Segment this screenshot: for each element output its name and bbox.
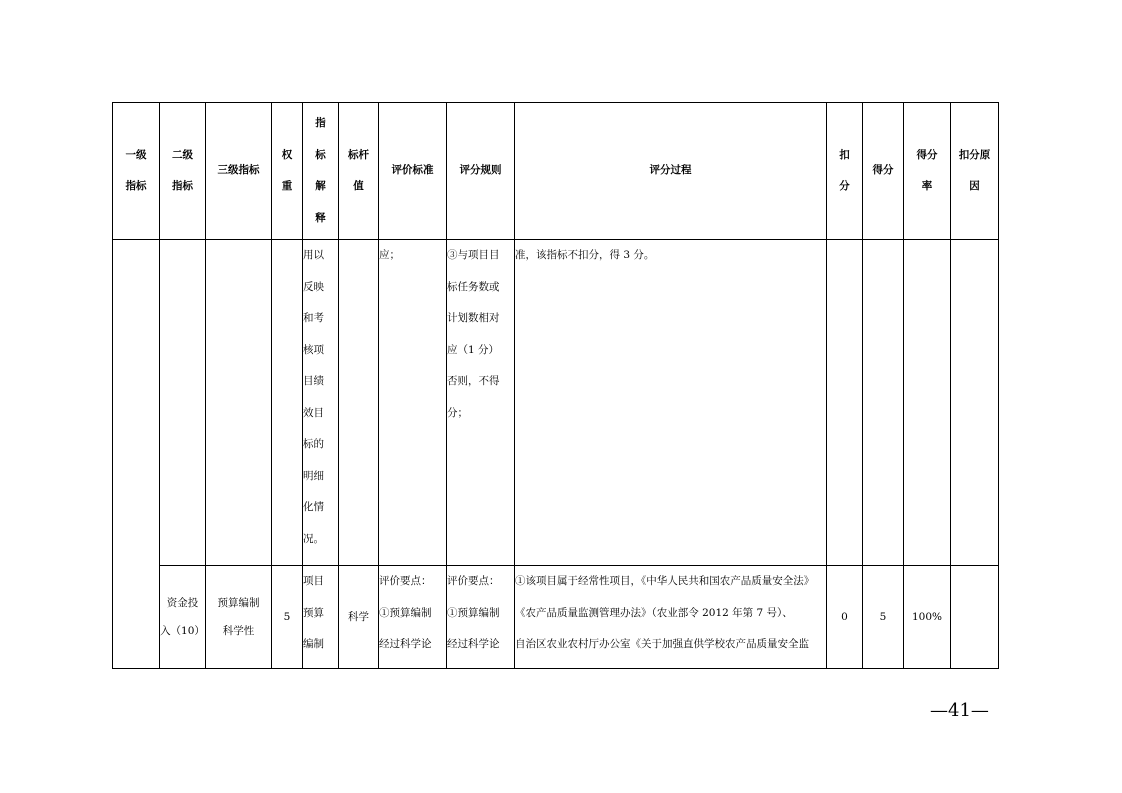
evaluation-table	[112, 102, 999, 669]
cell-level1-indicator	[113, 240, 160, 669]
cell-deduction	[827, 240, 863, 566]
header-scoring-process: 评分过程	[515, 103, 827, 240]
header-score-rate: 得分 率	[904, 103, 951, 240]
cell-weight	[272, 240, 303, 566]
cell-evaluation-standard: 评价要点： ①预算编制 经过科学论	[379, 566, 447, 669]
cell-level3-indicator: 预算编制 科学性	[206, 566, 272, 669]
header-row	[113, 103, 999, 240]
cell-scoring-process: 准，该指标不扣分，得 3 分。	[515, 240, 827, 566]
cell-score	[863, 240, 904, 566]
cell-scoring-rules: 评价要点： ①预算编制 经过科学论	[447, 566, 515, 669]
cell-weight: 5	[272, 566, 303, 669]
header-level1-indicator: 一级 指标	[113, 103, 160, 240]
header-level2-indicator: 二级 指标	[160, 103, 206, 240]
cell-score: 5	[863, 566, 904, 669]
cell-scoring-process: ①该项目属于经常性项目，《中华人民共和国农产品质量安全法》 《农产品质量监测管理办法》（农业部令 2012 年第 7 号）、 自治区农业农村厅办公室《关于加强直供学校农产品质量安全监	[515, 566, 827, 669]
header-score: 得分	[863, 103, 904, 240]
cell-indicator-explanation: 项目 预算 编制	[303, 566, 339, 669]
cell-score-rate	[904, 240, 951, 566]
page-number: —41—	[930, 700, 989, 721]
cell-level3-indicator	[206, 240, 272, 566]
header-benchmark-value: 标杆 值	[339, 103, 379, 240]
header-deduction: 扣 分	[827, 103, 863, 240]
cell-scoring-rules: ③与项目目 标任务数或 计划数相对 应（1 分） 否则，不得 分；	[447, 240, 515, 566]
cell-benchmark-value	[339, 240, 379, 566]
header-weight: 权 重	[272, 103, 303, 240]
header-indicator-explanation: 指 标 解 释	[303, 103, 339, 240]
cell-deduction-reason	[951, 566, 999, 669]
cell-evaluation-standard: 应；	[379, 240, 447, 566]
cell-level2-indicator: 资金投 入（10）	[160, 566, 206, 669]
table-row	[113, 566, 999, 669]
header-deduction-reason: 扣分原 因	[951, 103, 999, 240]
cell-benchmark-value: 科学	[339, 566, 379, 669]
header-scoring-rules: 评分规则	[447, 103, 515, 240]
cell-deduction: 0	[827, 566, 863, 669]
cell-indicator-explanation: 用以 反映 和考 核项 目绩 效目 标的 明细 化情 况。	[303, 240, 339, 566]
header-evaluation-standard: 评价标准	[379, 103, 447, 240]
cell-deduction-reason	[951, 240, 999, 566]
cell-score-rate: 100%	[904, 566, 951, 669]
header-level3-indicator: 三级指标	[206, 103, 272, 240]
cell-level2-indicator	[160, 240, 206, 566]
table-row	[113, 240, 999, 566]
